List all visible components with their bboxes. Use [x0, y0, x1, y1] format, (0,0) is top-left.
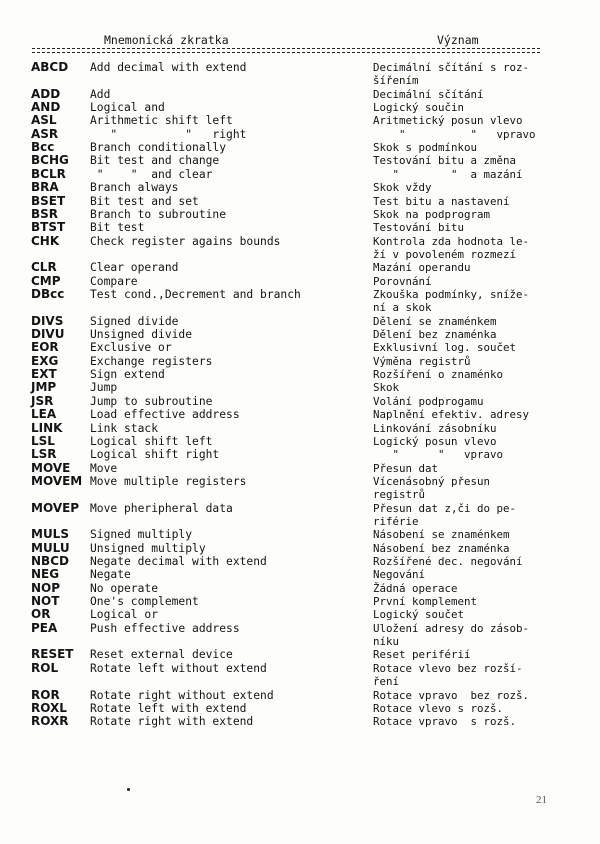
czech-meaning-cell: Dělení se znaménkem — [373, 314, 497, 328]
english-description-cell: Rotate right without extend — [90, 688, 274, 702]
mnemonic-cell: MOVEP — [31, 500, 80, 515]
czech-meaning-cell: Skok na podprogram — [373, 207, 491, 221]
mnemonic-cell: NOT — [31, 594, 60, 608]
page-number: 21 — [536, 794, 547, 806]
czech-meaning-cell: " " vpravo — [373, 448, 504, 462]
mnemonic-cell: ASL — [31, 113, 57, 128]
english-description-cell: " " and clear — [90, 167, 213, 181]
czech-meaning-cell: Násobení se znaménkem — [373, 528, 510, 542]
czech-meaning-cell: Volání podprogamu — [373, 394, 484, 408]
czech-meaning-cell: Přesun dat — [373, 461, 439, 475]
english-description-cell: One's complement — [90, 595, 199, 608]
czech-meaning-cell: Decimální sčítání — [373, 87, 484, 101]
mnemonic-cell: Bcc — [31, 140, 55, 155]
mnemonic-cell: DIVU — [31, 327, 65, 341]
english-description-cell: Compare — [90, 274, 138, 288]
english-description-cell: Negate decimal with extend — [90, 555, 267, 568]
mnemonic-cell: NBCD — [31, 554, 69, 568]
mnemonic-cell: MOVE — [31, 460, 71, 475]
czech-meaning-cell: Uložení adresy do zásob- níku — [373, 621, 530, 648]
english-description-cell: Exchange registers — [90, 354, 213, 368]
czech-meaning-cell: Naplnění efektiv. adresy — [373, 408, 530, 422]
mnemonic-cell: JSR — [31, 393, 54, 408]
english-description-cell: Logical shift right — [90, 448, 220, 462]
english-description-cell: Branch conditionally — [90, 141, 227, 155]
czech-meaning-cell: Rotace vlevo s rozš. — [373, 701, 504, 715]
czech-meaning-cell: Skok vždy — [373, 181, 432, 195]
english-description-cell: Clear operand — [90, 261, 179, 275]
czech-meaning-cell: Rozšíření o znaménko — [373, 368, 504, 382]
english-description-cell: Bit test and set — [90, 194, 199, 208]
mnemonic-cell: ABCD — [31, 60, 69, 74]
mnemonic-cell: OR — [31, 607, 51, 622]
mnemonic-cell: ROXR — [31, 714, 69, 729]
czech-meaning-cell: Rotace vpravo bez rozš. — [373, 688, 530, 702]
english-description-cell: Add decimal with extend — [90, 61, 247, 74]
czech-meaning-cell: Násobení bez znaménka — [373, 541, 510, 555]
english-description-cell: Negate — [90, 568, 131, 582]
english-description-cell: Sign extend — [90, 368, 165, 382]
mnemonic-cell: BCLR — [31, 166, 66, 181]
english-description-cell: Rotate left with extend — [90, 701, 247, 715]
mnemonic-cell: LSL — [31, 433, 55, 448]
czech-meaning-cell: Testování bitu a změna — [373, 154, 517, 168]
english-description-cell: Rotate left without extend — [90, 661, 267, 675]
mnemonic-cell: CMP — [31, 273, 61, 288]
czech-meaning-cell: Kontrola zda hodnota le- ží v povoleném rozmezí — [373, 234, 530, 261]
mnemonic-cell: RESET — [31, 647, 74, 662]
english-description-cell: Unsigned multiply — [90, 541, 206, 555]
mnemonic-cell: EXG — [31, 353, 59, 368]
english-description-cell: " " right — [90, 127, 247, 141]
english-description-cell: Move multiple registers — [90, 474, 247, 488]
english-description-cell: Load effective address — [90, 408, 240, 422]
mnemonic-cell: MOVEM — [31, 473, 83, 488]
mnemonic-cell: NOP — [31, 580, 61, 595]
czech-meaning-cell: Rotace vpravo s rozš. — [373, 715, 517, 729]
english-description-cell: Branch always — [90, 181, 179, 195]
english-description-cell: Arithmetic shift left — [90, 114, 233, 128]
czech-meaning-cell: Testování bitu — [373, 221, 465, 235]
czech-meaning-cell: Skok s podmínkou — [373, 141, 478, 155]
mnemonic-cell: LSR — [31, 447, 57, 462]
header-divider — [32, 48, 540, 53]
english-description-cell: Signed divide — [90, 314, 179, 328]
czech-meaning-cell: " " a mazání — [373, 167, 523, 181]
czech-meaning-cell: Skok — [373, 381, 400, 395]
czech-meaning-cell: Aritmetický posun vlevo — [373, 114, 523, 128]
mnemonic-cell: EOR — [31, 340, 59, 355]
mnemonic-cell: BSR — [31, 206, 59, 221]
english-description-cell: Check register agains bounds — [90, 234, 281, 248]
english-description-cell: Jump — [90, 381, 118, 395]
czech-meaning-cell: Výměna registrů — [373, 354, 471, 368]
english-description-cell: Move pheripheral data — [90, 501, 233, 515]
mnemonic-cell: BSET — [31, 193, 66, 208]
mnemonic-cell: ROR — [31, 687, 60, 702]
english-description-cell: Test cond.,Decrement and branch — [90, 287, 301, 301]
czech-meaning-cell: Logický součin — [373, 101, 465, 114]
czech-meaning-cell: Dělení bez znaménka — [373, 328, 497, 341]
mnemonic-cell: JMP — [31, 380, 57, 395]
english-description-cell: Link stack — [90, 421, 159, 435]
czech-meaning-cell: Rotace vlevo bez rozší- ření — [373, 661, 523, 689]
mnemonic-cell: NEG — [31, 567, 60, 582]
mnemonic-cell: CHK — [31, 233, 60, 248]
czech-meaning-cell: Logický posun vlevo — [373, 434, 497, 448]
english-description-cell: Reset external device — [90, 648, 233, 662]
mnemonic-cell: ROXL — [31, 700, 67, 715]
english-description-cell: Bit test and change — [90, 154, 220, 168]
czech-meaning-cell: Negování — [373, 568, 426, 582]
czech-meaning-cell: Test bitu a nastavení — [373, 194, 510, 208]
czech-meaning-cell: Rozšířené dec. negování — [373, 555, 523, 568]
czech-meaning-cell: První komplement — [373, 595, 478, 608]
czech-meaning-cell: Porovnání — [373, 274, 432, 288]
czech-meaning-cell: Reset periférií — [373, 648, 471, 662]
mnemonic-cell: BTST — [31, 220, 66, 235]
mnemonic-cell: LINK — [31, 420, 63, 435]
czech-meaning-cell: " " vpravo — [373, 127, 536, 141]
english-description-cell: No operate — [90, 581, 159, 595]
column-header-meaning: Význam — [437, 33, 479, 47]
english-description-cell: Logical or — [90, 608, 159, 622]
mnemonic-cell: DBcc — [31, 286, 65, 301]
english-description-cell: Move — [90, 461, 118, 475]
english-description-cell: Logical and — [90, 101, 165, 114]
english-description-cell: Unsigned divide — [90, 328, 193, 341]
czech-meaning-cell: Mazání operandu — [373, 261, 471, 275]
mnemonic-cell: LEA — [31, 407, 57, 422]
english-description-cell: Logical shift left — [90, 434, 213, 448]
mnemonic-cell: MULS — [31, 527, 69, 542]
czech-meaning-cell: Logický součet — [373, 608, 465, 622]
mnemonic-cell: MULU — [31, 540, 70, 555]
mnemonic-cell: CLR — [31, 260, 57, 275]
czech-meaning-cell: Přesun dat z,či do pe- riférie — [373, 501, 517, 528]
czech-meaning-cell: Vícenásobný přesun registrů — [373, 474, 491, 502]
english-description-cell: Rotate right with extend — [90, 715, 254, 729]
english-description-cell: Jump to subroutine — [90, 394, 213, 408]
mnemonic-cell: AND — [31, 100, 61, 114]
english-description-cell: Signed multiply — [90, 528, 193, 542]
english-description-cell: Push effective address — [90, 621, 240, 635]
mnemonic-cell: PEA — [31, 620, 58, 635]
english-description-cell: Bit test — [90, 221, 145, 235]
mnemonic-cell: DIVS — [31, 313, 64, 328]
mnemonic-cell: EXT — [31, 367, 57, 382]
english-description-cell: Branch to subroutine — [90, 207, 227, 221]
scan-speck — [127, 788, 130, 791]
mnemonic-cell: BCHG — [31, 153, 69, 168]
english-description-cell: Add — [90, 87, 111, 101]
czech-meaning-cell: Exklusivní log. součet — [373, 341, 517, 355]
czech-meaning-cell: Linkování zásobníku — [373, 421, 497, 435]
czech-meaning-cell: Zkouška podmínky, sníže- ní a skok — [373, 287, 530, 315]
mnemonic-cell: ROL — [31, 660, 59, 675]
english-description-cell: Exclusive or — [90, 341, 172, 355]
mnemonic-cell: ASR — [31, 126, 59, 141]
column-header-mnemonic: Mnemonická zkratka — [104, 33, 229, 47]
mnemonic-cell: BRA — [31, 180, 59, 195]
mnemonic-cell: ADD — [31, 86, 61, 101]
czech-meaning-cell: Decimální sčítání s roz- šířením — [373, 61, 530, 88]
czech-meaning-cell: Žádná operace — [373, 581, 458, 595]
